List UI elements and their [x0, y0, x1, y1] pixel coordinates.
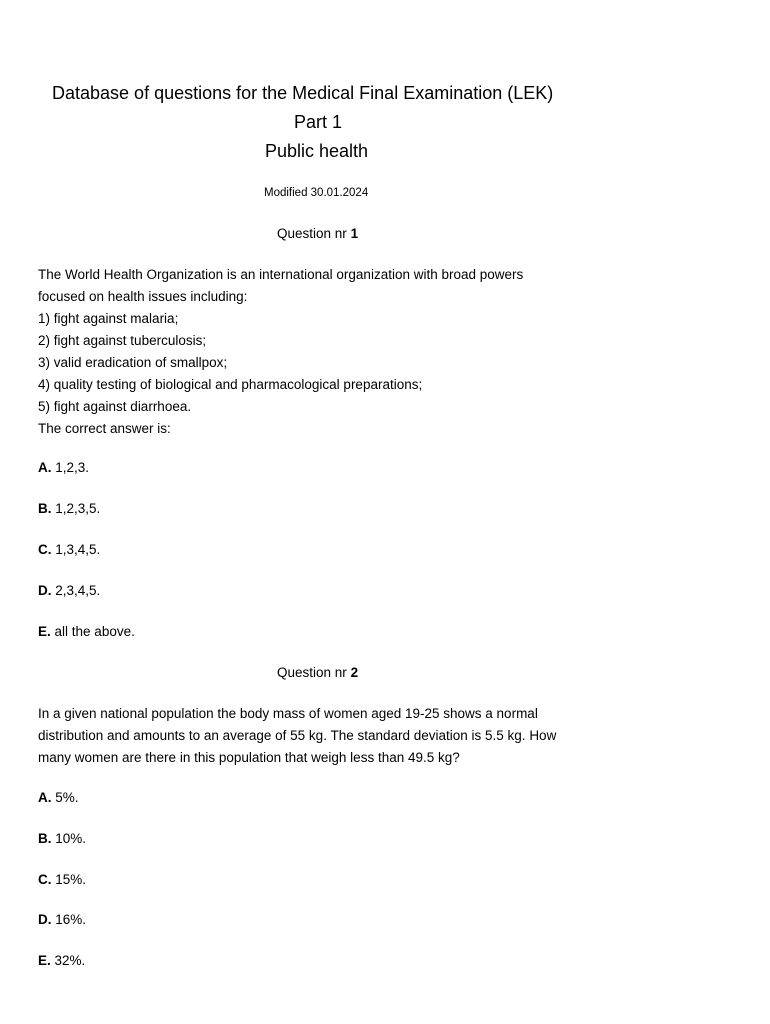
question-text-line: 4) quality testing of biological and pharmacological preparations; — [38, 377, 423, 392]
option-text: 16%. — [55, 912, 87, 927]
option-letter: E. — [38, 624, 51, 639]
question-2-option-d — [38, 912, 86, 927]
option-letter: C. — [38, 872, 52, 887]
question-1-option-a — [38, 460, 89, 475]
question-text-line: 5) fight against diarrhoea. — [38, 399, 192, 414]
question-text-line: In a given national population the body mass of women aged 19-25 shows a normal — [38, 706, 538, 721]
question-text-line: The correct answer is: — [38, 421, 171, 436]
option-text: 10%. — [55, 831, 87, 846]
question-text-line: The World Health Organization is an international organization with broad powers — [38, 267, 524, 282]
option-text: 15%. — [55, 872, 87, 887]
document-subtitle: Public health — [265, 141, 369, 161]
option-text: 1,2,3. — [55, 460, 90, 475]
question-text-line: 3) valid eradication of smallpox; — [38, 355, 228, 370]
question-2-option-c — [38, 872, 86, 887]
question-2-option-b — [38, 831, 86, 846]
question-1-heading — [277, 226, 358, 241]
option-letter: C. — [38, 542, 52, 557]
question-2-heading — [277, 665, 358, 680]
question-1-option-c — [38, 542, 100, 557]
question-heading-prefix: Question nr — [277, 226, 347, 241]
question-1-option-b — [38, 501, 100, 516]
option-text: 1,2,3,5. — [55, 501, 101, 516]
option-text: 1,3,4,5. — [55, 542, 101, 557]
question-heading-prefix: Question nr — [277, 665, 347, 680]
document-part: Part 1 — [294, 112, 343, 132]
question-text-line: 1) fight against malaria; — [38, 311, 179, 326]
question-1-option-e — [38, 624, 135, 639]
option-text: 2,3,4,5. — [55, 583, 101, 598]
document-title: Database of questions for the Medical Final Examination (LEK) — [52, 83, 554, 103]
question-text-line: many women are there in this population that weigh less than 49.5 kg? — [38, 750, 460, 765]
option-letter: D. — [38, 912, 52, 927]
option-letter: E. — [38, 953, 51, 968]
option-letter: B. — [38, 831, 52, 846]
option-letter: A. — [38, 790, 52, 805]
question-text-line: 2) fight against tuberculosis; — [38, 333, 207, 348]
question-text-line: focused on health issues including: — [38, 289, 248, 304]
option-letter: D. — [38, 583, 52, 598]
question-1-text — [38, 264, 628, 440]
question-2-option-e — [38, 953, 85, 968]
option-letter: B. — [38, 501, 52, 516]
option-text: all the above. — [54, 624, 135, 639]
question-1-option-d — [38, 583, 100, 598]
question-2-option-a — [38, 790, 79, 805]
option-text: 5%. — [55, 790, 79, 805]
option-text: 32%. — [54, 953, 86, 968]
question-number: 2 — [350, 665, 359, 680]
question-2-text — [38, 703, 628, 769]
option-letter: A. — [38, 460, 52, 475]
question-number: 1 — [350, 226, 359, 241]
question-text-line: distribution and amounts to an average of 55 kg. The standard deviation is 5.5 kg. How — [38, 728, 557, 743]
modified-date: Modified 30.01.2024 — [264, 187, 369, 199]
